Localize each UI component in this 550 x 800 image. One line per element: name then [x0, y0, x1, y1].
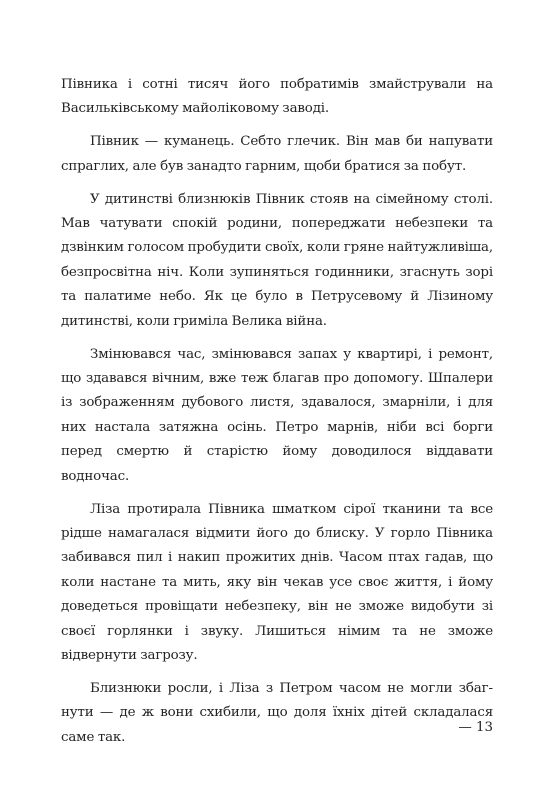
paragraph-5: Ліза протирала Півника шматком сірої тканини та все рідше намагалася відмити його до блиску. У горло Півника забивався пил і накип прожитих днів. Часом птах гадав, що коли настане та мить, яку він чекав усе своє життя, і йому доведеться провіщати небезпеку, він не зможе видобути зі своєї горлянки і звуку. Лишиться німим та не зможе відвернути загрозу.	[61, 501, 493, 663]
page-text	[61, 73, 493, 759]
page-number: — 13	[458, 720, 493, 735]
paragraph-1: Півника і сотні тисяч його побратимів змайстрували на Васильківському майоліковому заводі.	[61, 77, 493, 117]
paragraph-3: У дитинстві близнюків Півник стояв на сімейному столі. Мав чатувати спокій родини, попереджати небезпеки та дзвінким голосом пробудити своїх, коли гряне найтужливіша, безпросвітна ніч. Коли зупиняться годинники, згаснуть зорі та палатиме небо. Як це було в Петрусевому й Лізиному дитинстві, коли гриміла Велика війна.	[61, 191, 493, 329]
paragraph-4: Змінювався час, змінювався запах у квартирі, і ремонт, що здавався вічним, вже теж благав про допомогу. Шпалери із зображенням дубового листя, здавалося, змарніли, і для них настала затяжна осінь. Петро марнів, ніби всі борги перед смертю й старістю йому доводилося віддавати водночас.	[61, 346, 493, 484]
paragraph-2: Півник — куманець. Себто глечик. Він мав би напувати спраглих, але був занадто гарним, щоби братися за побут.	[61, 134, 493, 174]
paragraph-6: Близнюки росли, і Ліза з Петром часом не могли збагнути — де ж вони схибили, що доля їхніх дітей складалася саме так.	[61, 680, 493, 745]
